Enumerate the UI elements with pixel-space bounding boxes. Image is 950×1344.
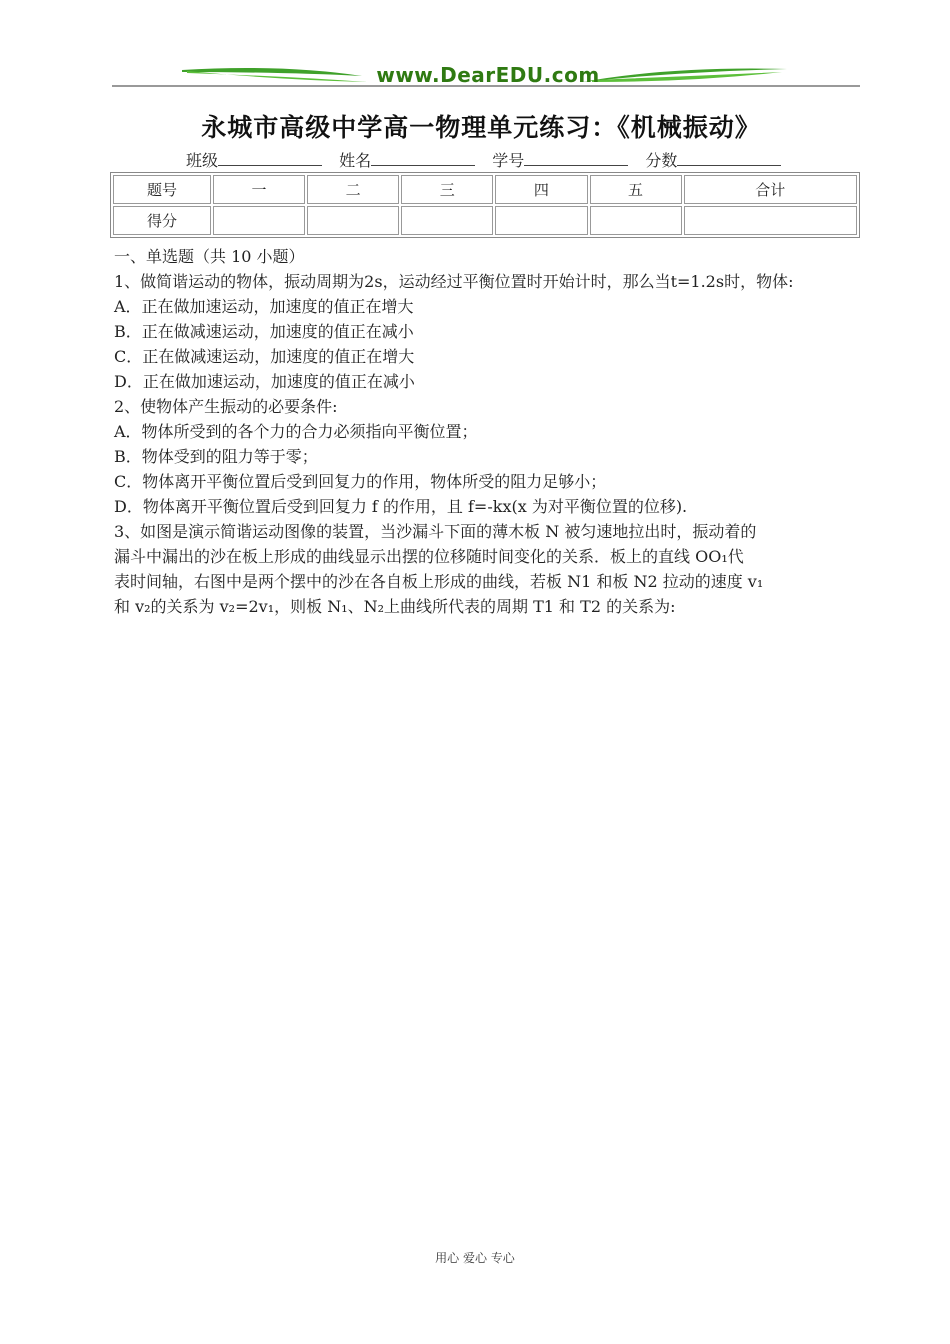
question-2-option-c: C．物体离开平衡位置后受到回复力的作用，物体所受的阻力足够小； (114, 472, 607, 491)
name-field (339, 148, 475, 171)
page-title: 永城市高级中学高一物理单元练习：《机械振动》 (201, 113, 761, 142)
question-1-option-c: C．正在做减速运动，加速度的值正在增大 (114, 347, 415, 366)
question-3-line-4: 和 v₂的关系为 v₂=2v₁，则板 N₁、N₂上曲线所代表的周期 T1 和 T2 的关系为: (114, 597, 676, 616)
question-3-line-1: 3、如图是演示简谐运动图像的装置，当沙漏斗下面的薄木板 N 被匀速地拉出时，振动着的 (114, 522, 757, 541)
score-table (110, 172, 860, 238)
score-label: 分数 (645, 151, 678, 170)
table-cell (401, 206, 493, 235)
table-row (113, 175, 857, 204)
table-cell (213, 206, 305, 235)
name-blank (371, 149, 475, 166)
table-row (113, 206, 857, 235)
table-cell (495, 206, 587, 235)
table-cell (590, 206, 682, 235)
question-2-option-a: A．物体所受到的各个力的合力必须指向平衡位置； (114, 422, 478, 441)
question-2-option-b: B．物体受到的阻力等于零； (114, 447, 318, 466)
question-2-stem: 2、使物体产生振动的必要条件: (114, 397, 338, 416)
question-content (114, 244, 860, 619)
section-title: 一、单选题（共 10 小题） (114, 247, 305, 266)
table-cell: 一 (213, 175, 305, 204)
student-id-blank (524, 149, 628, 166)
question-2-option-d: D．物体离开平衡位置后受到回复力 f 的作用，且 f=-kx(x 为对平衡位置的位移). (114, 497, 688, 516)
table-cell: 五 (590, 175, 682, 204)
table-cell: 三 (401, 175, 493, 204)
question-3-line-3: 表时间轴，右图中是两个摆中的沙在各自板上形成的曲线，若板 N1 和板 N2 拉动的速度 v₁ (114, 572, 764, 591)
question-1-option-d: D．正在做加速运动，加速度的值正在减小 (114, 372, 415, 391)
score-blank (677, 149, 781, 166)
question-1-stem: 1、做简谐运动的物体，振动周期为2s，运动经过平衡位置时开始计时，那么当t=1.2s时，物体: (114, 272, 794, 291)
class-field (186, 148, 322, 171)
table-cell (684, 206, 857, 235)
table-cell: 四 (495, 175, 587, 204)
page-footer: 用心 爱心 专心 (435, 1251, 515, 1265)
score-field (645, 148, 781, 171)
name-label: 姓名 (339, 151, 372, 170)
class-label: 班级 (186, 151, 219, 170)
student-info-row (186, 148, 793, 171)
question-1-option-a: A．正在做加速运动，加速度的值正在增大 (114, 297, 414, 316)
table-cell: 得分 (113, 206, 211, 235)
table-cell: 题号 (113, 175, 211, 204)
question-3-line-2: 漏斗中漏出的沙在板上形成的曲线显示出摆的位移随时间变化的关系．板上的直线 OO₁代 (114, 547, 744, 566)
table-cell (307, 206, 399, 235)
brand-text: www.DearEDU.com (376, 63, 600, 87)
question-1-option-b: B．正在做减速运动，加速度的值正在减小 (114, 322, 414, 341)
student-id-field (492, 148, 628, 171)
class-blank (218, 149, 322, 166)
table-cell: 二 (307, 175, 399, 204)
table-cell: 合计 (684, 175, 857, 204)
student-id-label: 学号 (492, 151, 525, 170)
